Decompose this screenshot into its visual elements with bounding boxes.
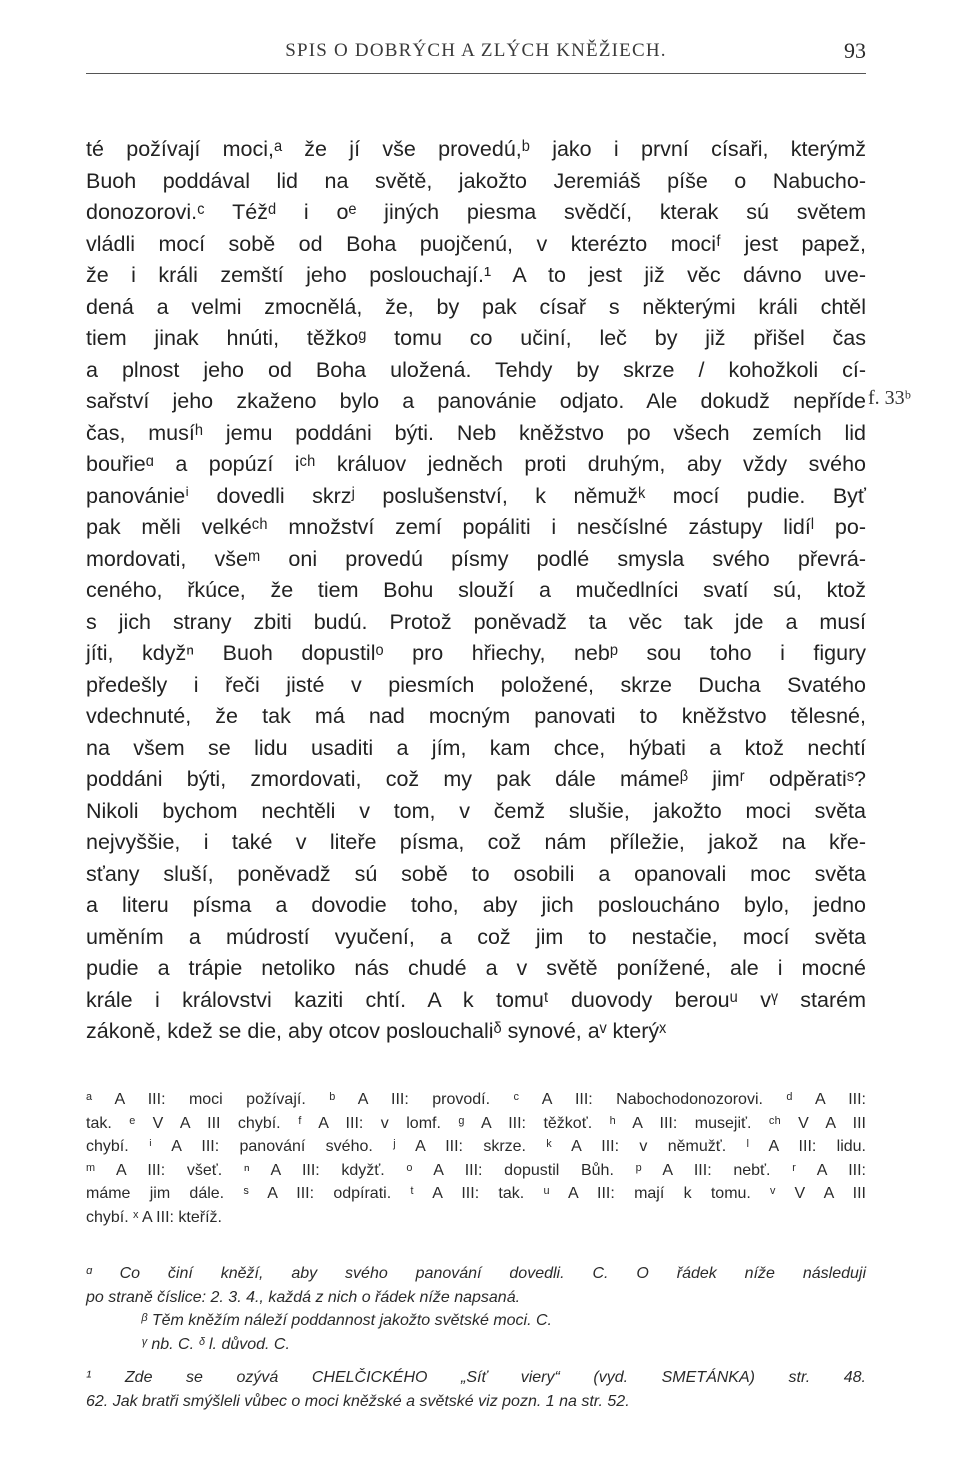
text-line: pudie a trápie netoliko nás chudé a v světě ponížené, ale i mocné — [86, 956, 866, 980]
footnote-line: ¹ Zde se ozývá CHELČICKÉHO „Síť viery“ (vyd. SMETÁNKA) str. 48. — [86, 1369, 866, 1386]
text-line: uměním a múdrostí vyučení, a což jim to nestačie, mocí světa — [86, 924, 866, 949]
text-line: zákoně, kdež se die, aby otcov poslouchaliᵟ synové, aᵛ kterýˣ — [86, 1019, 667, 1043]
text-line: čas, musíʰ jemu poddáni býti. Neb kněžstvo po všech zemích lid — [86, 420, 866, 445]
text-line: poddáni býti, zmordovati, což my pak dále mámeᵝ jimʳ odpěratiˢ? — [86, 767, 866, 791]
main-text — [86, 134, 866, 1048]
text-line: bouřieᵅ a popúzí iᶜʰ králuov jedněch proti druhým, aby vždy svého — [86, 452, 866, 476]
text-line: na všem se lidu usaditi a jím, kam chce, hýbati a ktož nechtí — [86, 735, 866, 760]
apparatus-line: chybí. ⁱ A III: panování svého. ʲ A III: skrze. ᵏ A III: v němužť. ˡ A III: lidu. — [86, 1138, 866, 1155]
text-line: a plnost jeho od Boha uložená. Tehdy by skrze / kohožkoli cí- — [86, 357, 866, 382]
footnote-line: ᵞ nb. C. ᵟ l. důvod. C. — [141, 1335, 290, 1353]
text-line: jíti, kdyžⁿ Buoh dopustilᵒ pro hřiechy, nebᵖ sou toho i figury — [86, 641, 866, 665]
text-line: ceného, řkúce, že tiem Bohu slouží a mučedlníci svatí sú, ktož — [86, 578, 866, 602]
text-line: vdechnuté, že tak má nad mocným panovati to kněžstvo tělesné, — [86, 704, 866, 728]
header-rule — [86, 73, 866, 74]
text-line: tiem jinak hnúti, těžkoᵍ tomu co učiní, leč by již přišel čas — [86, 326, 866, 350]
footnote-line: 62. Jak bratři smýšleli vůbec o moci kněžské a světské viz pozn. 1 na str. 52. — [86, 1392, 630, 1410]
text-line: Nikoli bychom nechtěli v tom, v čemž slušie, jakožto moci světa — [86, 798, 866, 823]
footnote-line: po straně číslice: 2. 3. 4., každá z nich o řádek níže napsaná. — [86, 1288, 521, 1306]
text-line: nejvyššie, i také v liteře písma, což nám příležie, jakož na kře- — [86, 830, 866, 854]
apparatus-line: tak. ᵉ V A III chybí. ᶠ A III: v lomf. ᵍ A III: těžkoť. ʰ A III: musejiť. ᶜʰ V A III — [86, 1114, 866, 1132]
text-line: s jich strany zbiti budú. Protož poněvadž ta věc tak jde a musí — [86, 609, 866, 634]
text-line: předešly i řeči jisté v piesmích položené, skrze Ducha Svatého — [86, 672, 866, 697]
critical-apparatus — [86, 1088, 866, 1229]
text-line: panovánieⁱ dovedli skrzʲ poslušenství, k němužᵏ mocí pudie. Byť — [86, 483, 866, 508]
folio-margin-note: f. 33ᵇ — [868, 387, 911, 409]
text-line: té požívají moci,ᵃ že jí vše provedú,ᵇ jako i první císaři, kterýmž — [86, 137, 866, 161]
apparatus-line: máme jim dále. ˢ A III: odpírati. ᵗ A III: tak. ᵘ A III: mají k tomu. ᵛ V A III — [86, 1185, 866, 1202]
text-line: pak měli velkéᶜʰ množství zemí popáliti i nesčíslné zástupy lidíˡ po- — [86, 515, 866, 539]
text-line: mordovati, všeᵐ oni provedú písmy podlé smysla svého převrá- — [86, 546, 866, 571]
apparatus-line: ᵐ A III: všeť. ⁿ A III: kdyžť. ᵒ A III: dopustil Bůh. ᵖ A III: nebť. ʳ A III: — [86, 1161, 866, 1179]
text-line: dená a velmi zmocnělá, že, by pak císař s některými králi chtěl — [86, 294, 866, 319]
text-line: a literu písma a dovodie toho, aby jich posloucháno bylo, jedno — [86, 893, 866, 917]
text-line: donozorovi.ᶜ Téžᵈ i oᵉ jiných piesma svědčí, kterak sú světem — [86, 200, 866, 224]
footnote-line: ᵅ Co činí kněží, aby svého panování dovedli. C. O řádek níže následuji — [86, 1265, 866, 1282]
footnote-line: ᵝ Těm kněžím náleží poddannost jakožto světské moci. C. — [141, 1312, 552, 1329]
footnotes — [86, 1262, 866, 1413]
text-line: Buoh poddával lid na světě, jakožto Jeremiáš píše o Nabucho- — [86, 168, 866, 193]
text-line: vládli mocí sobě od Boha puojčenú, v kterézto mociᶠ jest papež, — [86, 231, 866, 256]
page-header — [86, 40, 866, 70]
apparatus-line: chybí. ˣ A III: kteříž. — [86, 1208, 222, 1226]
text-line: že i králi zemští jeho poslouchají.¹ A to jest již věc dávno uve- — [86, 263, 866, 287]
text-line: krále i královstvi kaziti chtí. A k tomuᵗ duovody berouᵘ vᵞ starém — [86, 987, 866, 1012]
text-line: sťany sluší, poněvadž sú sobě to osobili a opanovali moc světa — [86, 861, 866, 886]
running-title: SPIS O DOBRÝCH A ZLÝCH KNĚŽIECH. — [285, 40, 667, 61]
page-number: 93 — [844, 38, 866, 63]
text-line: sařství jeho zkaženo bylo a panovánie odjato. Ale dokudž nepříde — [86, 389, 866, 413]
apparatus-line: ᵃ A III: moci požívají. ᵇ A III: provodí. ᶜ A III: Nabochodonozorovi. ᵈ A III: — [86, 1091, 866, 1108]
